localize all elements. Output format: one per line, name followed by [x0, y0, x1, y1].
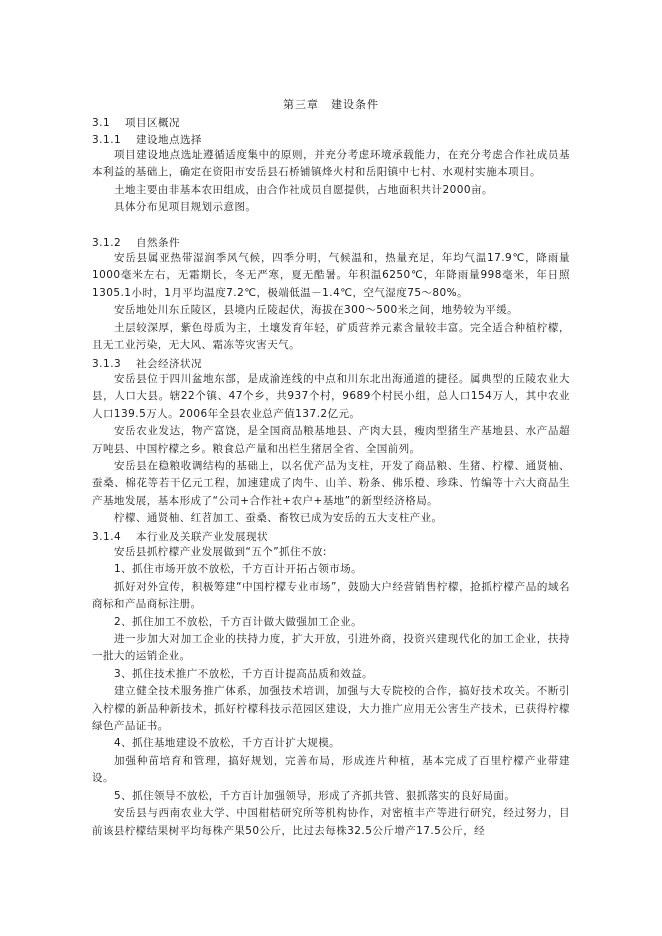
paragraph: 安岳县抓柠檬产业发展做到“五个”抓住不放: [114, 546, 327, 558]
paragraph: 3、抓住技术推广不放松，千方百计提高品质和效益。 [114, 667, 373, 680]
section-3-1-2-heading: 3.1.2 自然条件 [92, 237, 181, 249]
paragraph: 土层较深厚，紫色母质为主，土壤发育年轻，矿质营养元素含量较丰富。完全适合种植柠檬，且无工业污染，无大风、霜冻等灾害天气。 [92, 321, 570, 352]
paragraph: 安岳县属亚热带湿润季风气候，四季分明，气候温和，热量充足，年均气温17.9℃，降雨量1000毫米左右，无霜期长，冬无严寒，夏无酷暑。年积温6250℃，年降雨量998毫米，年日照1305.1小时，1月平均温度7.2℃，极端低温－1.4℃，空气湿度75～80%。 [92, 252, 570, 299]
paragraph: 土地主要由非基本农田组成，由合作社成员自愿提供，占地面积共计2000亩。 [114, 183, 493, 196]
section-3-1-1-heading: 3.1.1 建设地点选择 [92, 134, 203, 146]
paragraph: 抓好对外宣传，积极筹建“中国柠檬专业市场”，鼓励大户经营销售柠檬，抢抓柠檬产品的域名商标和产品商标注册。 [92, 580, 570, 611]
paragraph: 2、抓住加工不放松，千方百计做大做强加工企业。 [114, 615, 363, 628]
paragraph: 项目建设地点选址遵循适度集中的原则，并充分考虑环境承载能力，在充分考虑合作社成员基本利益的基础上，确定在资阳市安岳县石桥铺镇烽火村和岳阳镇中七村、水观村实施本项目。 [92, 149, 570, 179]
paragraph: 安岳县与西南农业大学、中国柑桔研究所等机构协作，对密植丰产等进行研究，经过努力，目前该县柠檬结果树平均每株产果50公斤，比过去每株32.5公斤增产17.5公斤，经 [92, 807, 570, 837]
paragraph: 加强种苗培育和管理，搞好规划，完善布局，形成连片种植，基本完成了百里柠檬产业带建设。 [92, 754, 570, 785]
paragraph: 建立健全技术服务推广体系，加强技术培训，加强与大专院校的合作，搞好技术攻关。不断引入柠檬的新品种新技术，抓好柠檬科技示范园区建设，大力推广应用无公害生产技术，已获得柠檬绿色产品证书。 [92, 685, 570, 733]
paragraph: 安岳县位于四川盆地东部，是成渝连线的中点和川东北出海通道的捷径。属典型的丘陵农业大县，人口大县。辖22个镇、47个乡，共937个村，9689个村民小组，总人口154万人，其中农业人口139.5万人。2006年全县农业总产值137.2亿元。 [92, 373, 570, 420]
section-3-1-heading: 3.1 项目区概况 [92, 117, 181, 129]
paragraph: 5、抓住领导不放松，千方百计加强领导，形成了齐抓共管、狠抓落实的良好局面。 [114, 789, 516, 802]
paragraph: 柠檬、通贤柚、红苕加工、蚕桑、畜牧已成为安岳的五大支柱产业。 [114, 512, 443, 525]
section-3-1-4-body [92, 544, 570, 840]
section-3-1-2-body [92, 250, 570, 354]
chapter-title: 第三章 建设条件 [283, 98, 379, 111]
section-3-1-3-heading: 3.1.3 社会经济状况 [92, 358, 203, 370]
paragraph: 进一步加大对加工企业的扶持力度，扩大开放，引进外商，投资兴建现代化的加工企业，扶持一批大的运销企业。 [92, 633, 570, 663]
paragraph: 安岳农业发达，物产富饶，是全国商品粮基地县、产肉大县，瘦肉型猪生产基地县、水产品超万吨县、中国柠檬之乡。粮食总产量和出栏生猪居全省、全国前列。 [92, 425, 570, 455]
section-3-1-4-heading: 3.1.4 本行业及关联产业发展现状 [92, 531, 269, 543]
paragraph: 安岳县在稳粮收调结构的基础上，以名优产品为支柱，开发了商品粮、生猪、柠檬、通贤柚、蚕桑、棉花等若干亿元工程，加速建成了肉牛、山羊、粉条、佛乐橙、珍珠、竹编等十六大商品生产基地发展，基本形成了“公司+合作社+农户+基地”的新型经济格局。 [92, 460, 570, 507]
section-3-1-3-body [92, 371, 570, 528]
paragraph: 4、抓住基地建设不放松，千方百计扩大规模。 [114, 737, 341, 750]
paragraph: 安岳地处川东丘陵区，县境内丘陵起伏，海拔在300～500米之间，地势较为平缓。 [114, 304, 519, 317]
section-3-1-1-body [92, 147, 570, 217]
paragraph: 1、抓住市场开放不放松，千方百计开拓占领市场。 [114, 563, 363, 576]
paragraph: 具体分布见项目规划示意图。 [114, 201, 257, 214]
